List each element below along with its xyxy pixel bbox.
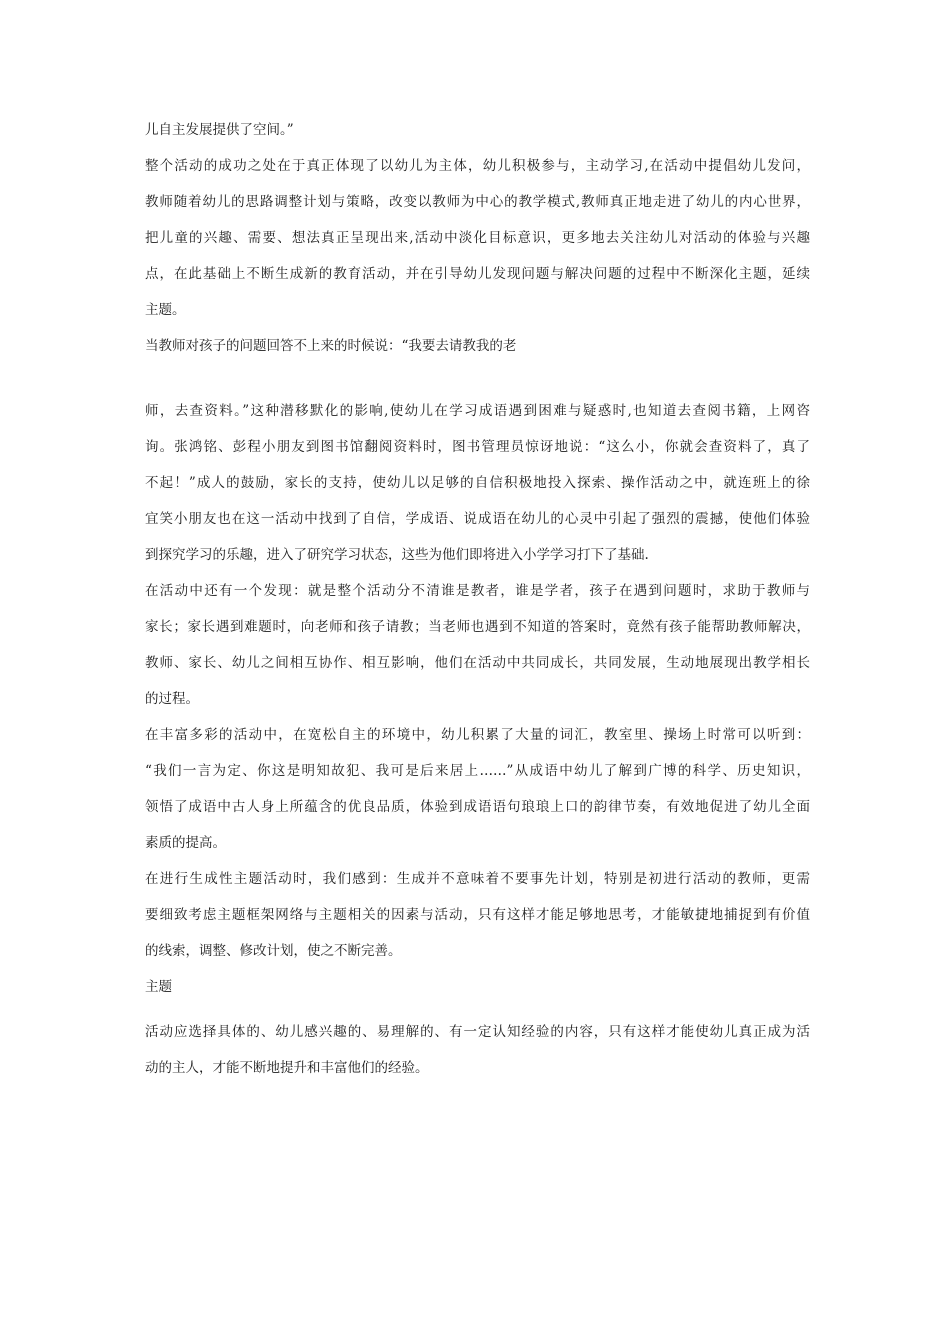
text-line: 教师随着幼儿的思路调整计划与策略，改变以教师为中心的教学模式,教师真正地走进了幼儿的内心世界， bbox=[145, 194, 810, 210]
text-line: 在进行生成性主题活动时，我们感到：生成并不意味着不要事先计划，特别是初进行活动的教师，更需 bbox=[145, 871, 810, 887]
text-line: 主题 bbox=[145, 979, 172, 995]
text-line: 询。张鸿铭、彭程小朋友到图书馆翻阅资料时，图书管理员惊讶地说：“这么小，你就会查资料了，真了 bbox=[145, 439, 810, 455]
text-line: 把儿童的兴趣、需要、想法真正呈现出来,活动中淡化目标意识，更多地去关注幼儿对活动的体验与兴趣 bbox=[145, 230, 810, 246]
text-line: 在活动中还有一个发现：就是整个活动分不清谁是教者，谁是学者，孩子在遇到问题时，求助于教师与 bbox=[145, 583, 810, 599]
text-line: 家长；家长遇到难题时，向老师和孩子请教；当老师也遇到不知道的答案时，竟然有孩子能帮助教师解决， bbox=[145, 619, 810, 635]
text-line: 主题。 bbox=[145, 302, 186, 318]
text-line: 在丰富多彩的活动中，在宽松自主的环境中，幼儿积累了大量的词汇，教室里、操场上时常可以听到： bbox=[145, 727, 810, 743]
text-line: 领悟了成语中古人身上所蕴含的优良品质，体验到成语语句琅琅上口的韵律节奏，有效地促进了幼儿全面 bbox=[145, 799, 810, 815]
text-block-3 bbox=[145, 1014, 810, 1086]
text-line: 到探究学习的乐趣，进入了研究学习状态，这些为他们即将进入小学学习打下了基础. bbox=[145, 547, 649, 563]
text-line: 的线索，调整、修改计划，使之不断完善。 bbox=[145, 943, 402, 959]
text-block-1 bbox=[145, 112, 810, 364]
text-line: 要细致考虑主题框架网络与主题相关的因素与活动，只有这样才能足够地思考，才能敏捷地捕捉到有价值 bbox=[145, 907, 810, 923]
text-line: 的过程。 bbox=[145, 691, 199, 707]
text-line: 不起！”成人的鼓励，家长的支持，使幼儿以足够的自信积极地投入探索、操作活动之中，就连班上的徐 bbox=[145, 475, 810, 491]
text-line: 儿自主发展提供了空间。” bbox=[145, 122, 294, 138]
text-line: 宜笑小朋友也在这一活动中找到了自信，学成语、说成语在幼儿的心灵中引起了强烈的震撼，使他们体验 bbox=[145, 511, 810, 527]
text-block-2 bbox=[145, 393, 810, 1005]
text-line: 点，在此基础上不断生成新的教育活动，并在引导幼儿发现问题与解决问题的过程中不断深化主题，延续 bbox=[145, 266, 810, 282]
text-line: 活动应选择具体的、幼儿感兴趣的、易理解的、有一定认知经验的内容，只有这样才能使幼儿真正成为活 bbox=[145, 1024, 810, 1040]
text-line: 动的主人，才能不断地提升和丰富他们的经验。 bbox=[145, 1060, 429, 1076]
text-line: 当教师对孩子的问题回答不上来的时候说：“我要去请教我的老 bbox=[145, 338, 517, 354]
text-line: 教师、家长、幼儿之间相互协作、相互影响，他们在活动中共同成长，共同发展，生动地展现出教学相长 bbox=[145, 655, 810, 671]
text-line: 素质的提高。 bbox=[145, 835, 226, 851]
text-line: 整个活动的成功之处在于真正体现了以幼儿为主体，幼儿积极参与，主动学习,在活动中提倡幼儿发问， bbox=[145, 158, 810, 174]
text-line: 师，去查资料。”这种潜移默化的影响,使幼儿在学习成语遇到困难与疑惑时,也知道去查阅书籍，上网咨 bbox=[145, 403, 810, 419]
text-line: “我们一言为定、你这是明知故犯、我可是后来居上……”从成语中幼儿了解到广博的科学、历史知识， bbox=[145, 763, 810, 779]
